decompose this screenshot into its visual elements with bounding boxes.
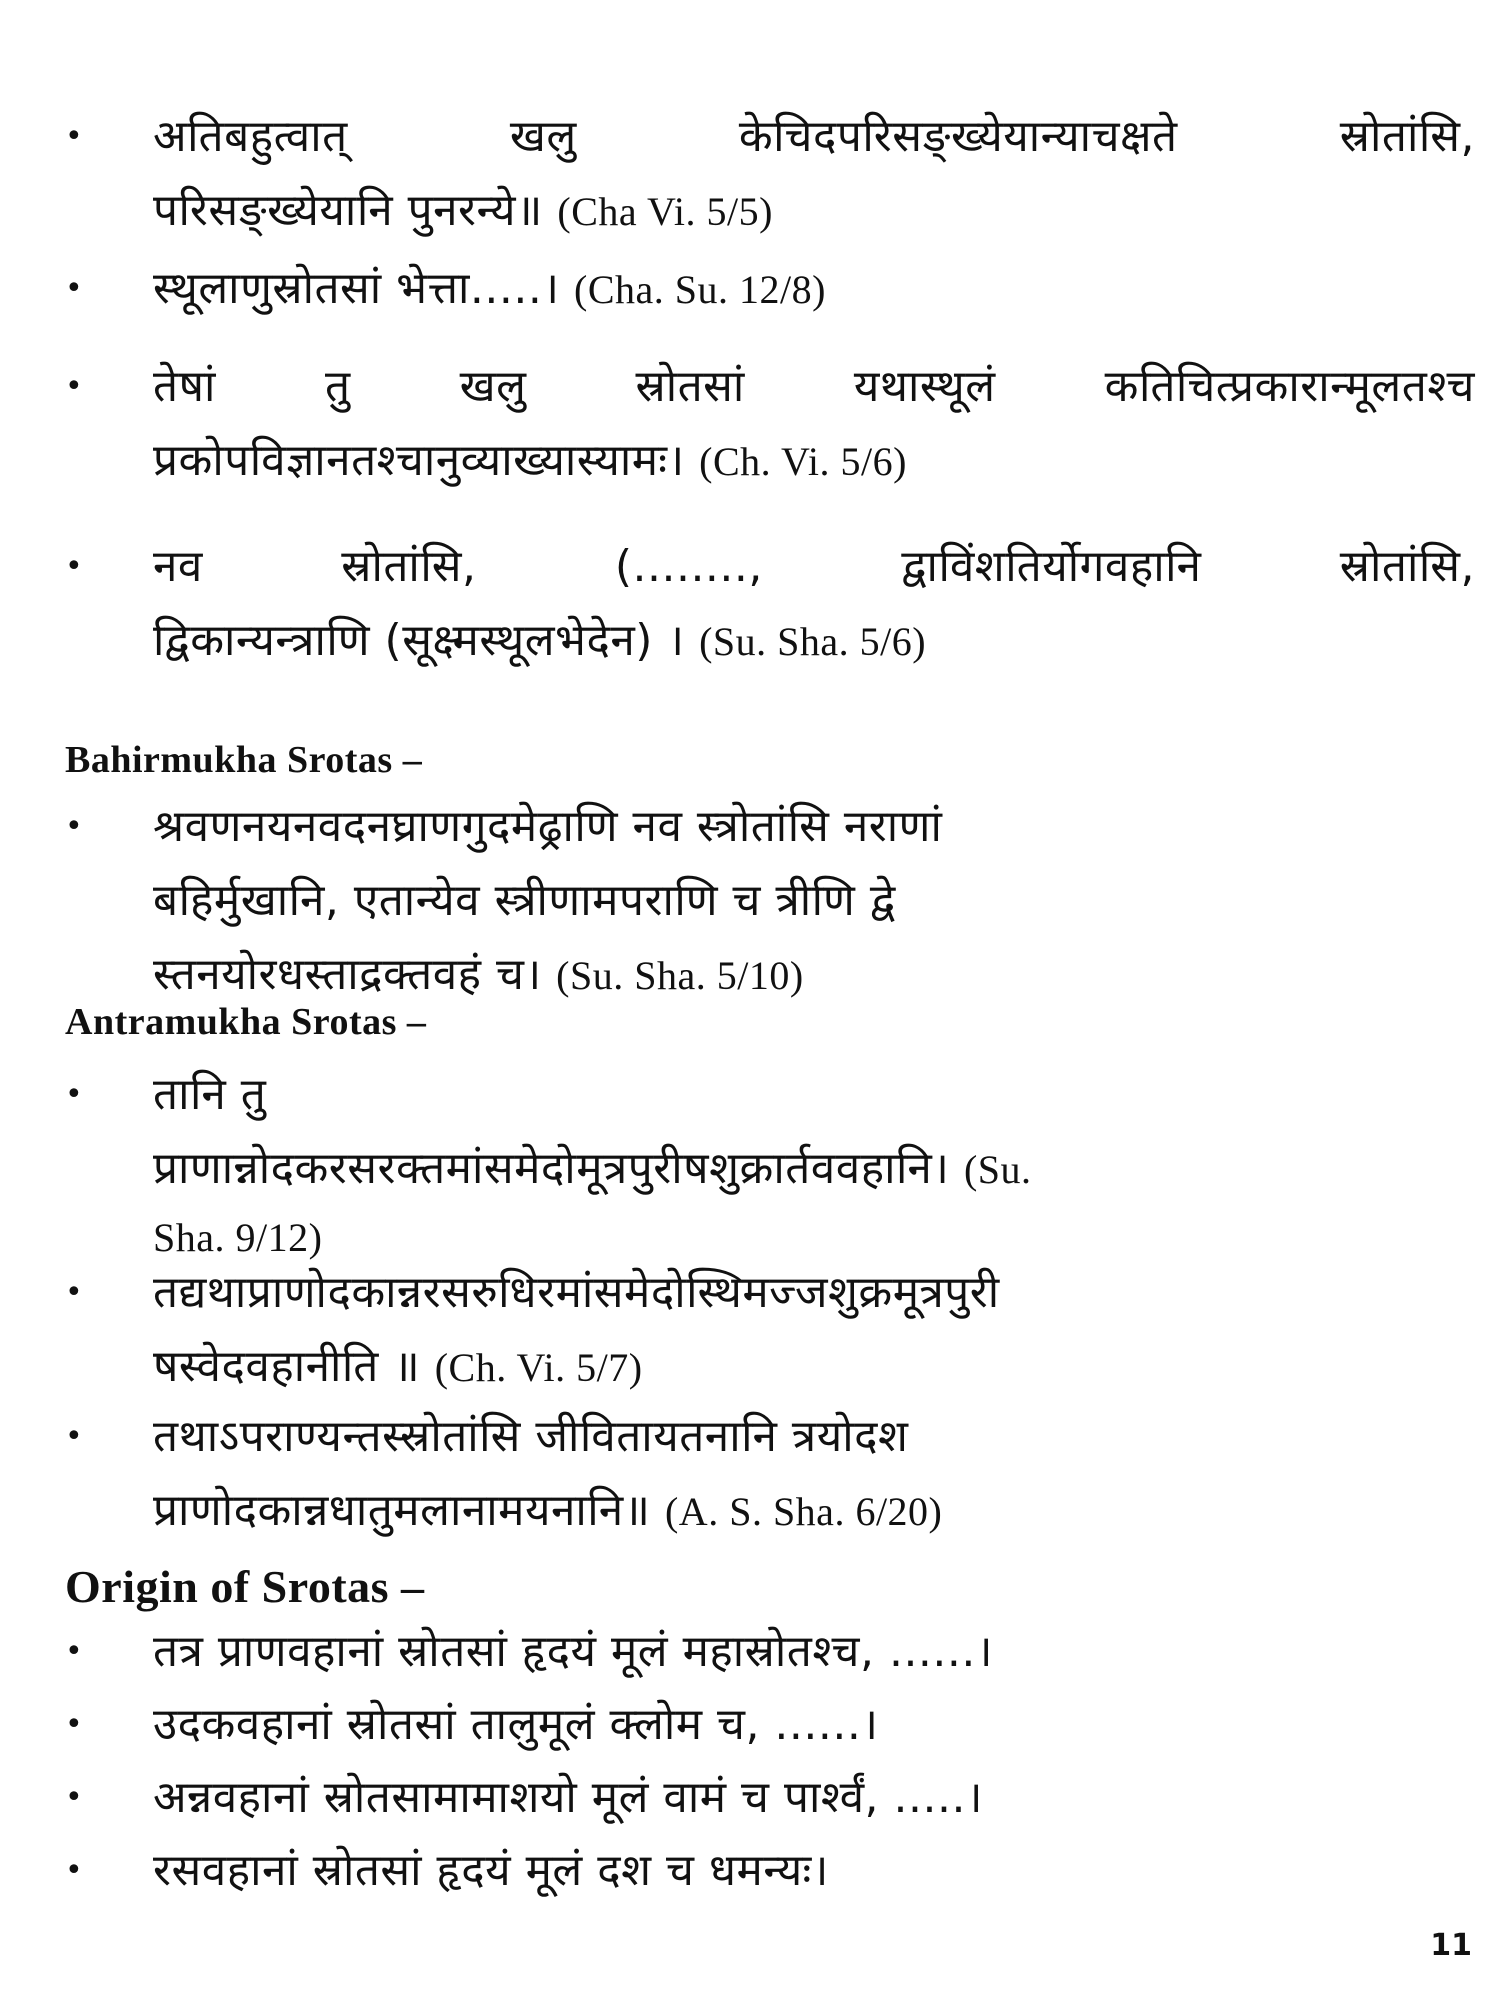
section-heading: Bahirmukha Srotas – (65, 739, 423, 781)
list-item (65, 530, 1475, 679)
bullet: • (65, 1275, 83, 1310)
verse-line: प्राणोदकान्नधातुमलानामयनानि॥ (A. S. Sha. 6/20) (153, 1485, 943, 1536)
verse-text (153, 530, 1475, 679)
verse-line: प्राणान्नोदकरसरक्तमांसमेदोमूत्रपुरीषशुक्रार्तववहानि। (Su. (153, 1143, 1032, 1194)
section-heading: Origin of Srotas – (65, 1561, 425, 1612)
verse-line: प्रकोपविज्ञानतश्चानुव्याख्यास्यामः। (Ch. Vi. 5/6) (153, 435, 907, 486)
bullet: • (65, 1707, 83, 1742)
citation: (Cha Vi. 5/5) (557, 189, 773, 234)
list-item (65, 350, 1475, 499)
bullet: • (65, 1853, 83, 1888)
verse-text (153, 1688, 1475, 1762)
list-item (65, 790, 1475, 1013)
verse-text (153, 1834, 1475, 1908)
citation: (Ch. Vi. 5/6) (699, 439, 907, 484)
verse-line: स्थूलाणुस्रोतसां भेत्ता.....। (Cha. Su. 12/8) (153, 263, 826, 314)
section-heading: Antramukha Srotas – (65, 1001, 427, 1043)
verse-text (153, 1400, 1475, 1549)
verse-text (153, 1761, 1475, 1835)
verse-line: तथाऽपराण्यन्तस्स्रोतांसि जीवितायतनानि त्रयोदश (153, 1411, 909, 1462)
verse-line: उदकवहानां स्रोतसां तालुमूलं क्लोम च, ......। (153, 1699, 879, 1750)
list-item (65, 1256, 1475, 1405)
citation: (Ch. Vi. 5/7) (434, 1345, 643, 1390)
list-item (65, 252, 1475, 327)
citation: (Su. Sha. 5/6) (699, 619, 927, 664)
verse-line: तद्यथाप्राणोदकान्नरसरुधिरमांसमेदोस्थिमज्जशुक्रमूत्रपुरी (153, 1267, 1000, 1318)
list-item (65, 1058, 1475, 1269)
list-item (65, 1688, 1475, 1762)
verse-text (153, 100, 1475, 249)
verse-line: तानि तु (153, 1069, 267, 1120)
verse-line: अतिबहुत्वात् खलु केचिदपरिसङ्ख्येयान्याचक्षते स्रोतांसि, (153, 111, 1475, 162)
citation: (Su. Sha. 5/10) (556, 953, 804, 998)
list-item (65, 1761, 1475, 1835)
page-number: 11 (1430, 1928, 1472, 1963)
list-item (65, 100, 1475, 249)
list-item (65, 1400, 1475, 1549)
verse-line: तेषां तु खलु स्रोतसां यथास्थूलं कतिचित्प्रकारान्मूलतश्च (153, 361, 1475, 412)
bullet: • (65, 549, 83, 584)
verse-line: बहिर्मुखानि, एतान्येव स्त्रीणामपराणि च त्रीणि द्वे (153, 875, 896, 926)
verse-line: द्विकान्यन्त्राणि (सूक्ष्मस्थूलभेदेन) । (Su. Sha. 5/6) (153, 615, 927, 666)
citation: (Cha. Su. 12/8) (574, 267, 826, 312)
verse-text (153, 1256, 1475, 1405)
verse-text (153, 790, 1475, 1013)
verse-line: अन्नवहानां स्रोतसामामाशयो मूलं वामं च पार्श्वं, .....। (153, 1772, 984, 1823)
verse-line: स्तनयोरधस्ताद्रक्तवहं च। (Su. Sha. 5/10) (153, 949, 804, 1000)
verse-line: षस्वेदवहानीति ॥ (Ch. Vi. 5/7) (153, 1341, 643, 1392)
list-item (65, 1834, 1475, 1908)
bullet: • (65, 1634, 83, 1669)
bullet: • (65, 809, 83, 844)
bullet: • (65, 1419, 83, 1454)
bullet: • (65, 369, 83, 404)
verse-line: परिसङ्ख्येयानि पुनरन्ये॥ (Cha Vi. 5/5) (153, 185, 773, 236)
verse-text (153, 1615, 1475, 1689)
citation: (A. S. Sha. 6/20) (664, 1489, 943, 1534)
bullet: • (65, 119, 83, 154)
bullet: • (65, 1077, 83, 1112)
citation: Sha. 9/12) (153, 1215, 323, 1260)
verse-line: रसवहानां स्रोतसां हृदयं मूलं दश च धमन्यः। (153, 1845, 829, 1896)
verse-text (153, 1058, 1475, 1269)
verse-text (153, 350, 1475, 499)
verse-text (153, 252, 1475, 327)
bullet: • (65, 1780, 83, 1815)
verse-line: नव स्रोतांसि, (........, द्वाविंशतिर्योगवहानि स्रोतांसि, (153, 541, 1475, 592)
bullet: • (65, 271, 83, 306)
citation: (Su. (963, 1147, 1032, 1192)
verse-line: श्रवणनयनवदनघ्राणगुदमेढ्राणि नव स्त्रोतांसि नराणां (153, 801, 943, 852)
list-item (65, 1615, 1475, 1689)
verse-line: तत्र प्राणवहानां स्रोतसां हृदयं मूलं महास्रोतश्च, ......। (153, 1626, 994, 1677)
